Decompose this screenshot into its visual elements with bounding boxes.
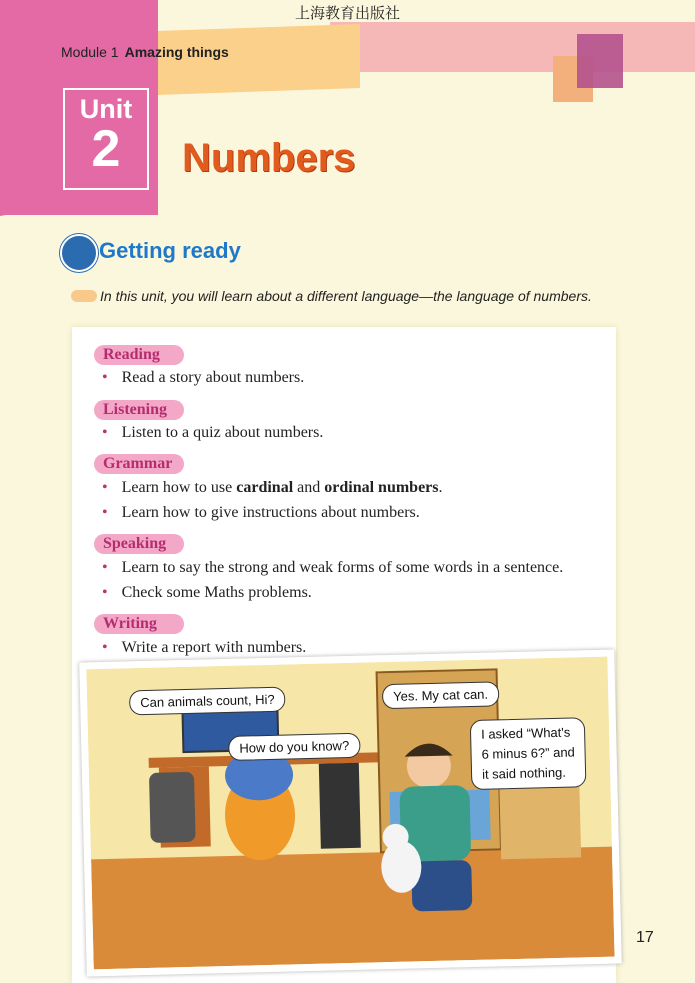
section-label: Grammar [94, 454, 184, 474]
list-item: • Learn how to use cardinal and ordinal numbers. [102, 479, 443, 496]
unit-title: Numbers [182, 136, 356, 180]
section-label: Speaking [94, 534, 184, 554]
section-label: Writing [94, 614, 184, 634]
list-item: • Read a story about numbers. [102, 369, 305, 386]
publisher-name: 上海教育出版社 [294, 4, 400, 22]
list-item: • Listen to a quiz about numbers. [102, 424, 324, 441]
getting-ready-title: Getting ready [99, 238, 241, 263]
list-item: • Learn how to give instructions about numbers. [102, 504, 420, 521]
comic-illustration [79, 650, 622, 977]
module-title: Amazing things [124, 44, 229, 60]
speech-bubble: Yes. My cat can. [382, 681, 499, 709]
intro-marker [71, 290, 97, 302]
unit-number: 2 [91, 120, 121, 178]
magnifier-icon [60, 234, 98, 272]
list-item: • Check some Maths problems. [102, 584, 312, 601]
module-label: Module 1 Amazing things [61, 44, 229, 60]
header-orange-band [128, 24, 360, 96]
speech-bubble: How do you know? [228, 733, 360, 761]
unit-badge [63, 88, 149, 190]
speech-bubble: Can animals count, Hi? [129, 687, 286, 716]
unit-word: Unit [79, 94, 133, 124]
header-pink-band [330, 22, 695, 72]
list-item: • Write a report with numbers. [102, 639, 307, 656]
speech-bubble: I asked “What's 6 minus 6?” and it said nothing. [470, 717, 587, 790]
unit-pink-corner [0, 188, 158, 216]
section-label: Reading [94, 345, 184, 365]
list-item: • Learn to say the strong and weak forms of some words in a sentence. [102, 559, 564, 576]
intro-text: In this unit, you will learn about a different language—the language of numbers. [100, 288, 592, 304]
page-number: 17 [636, 929, 654, 946]
section-label: Listening [94, 400, 184, 420]
decor-square-purple [577, 34, 623, 88]
